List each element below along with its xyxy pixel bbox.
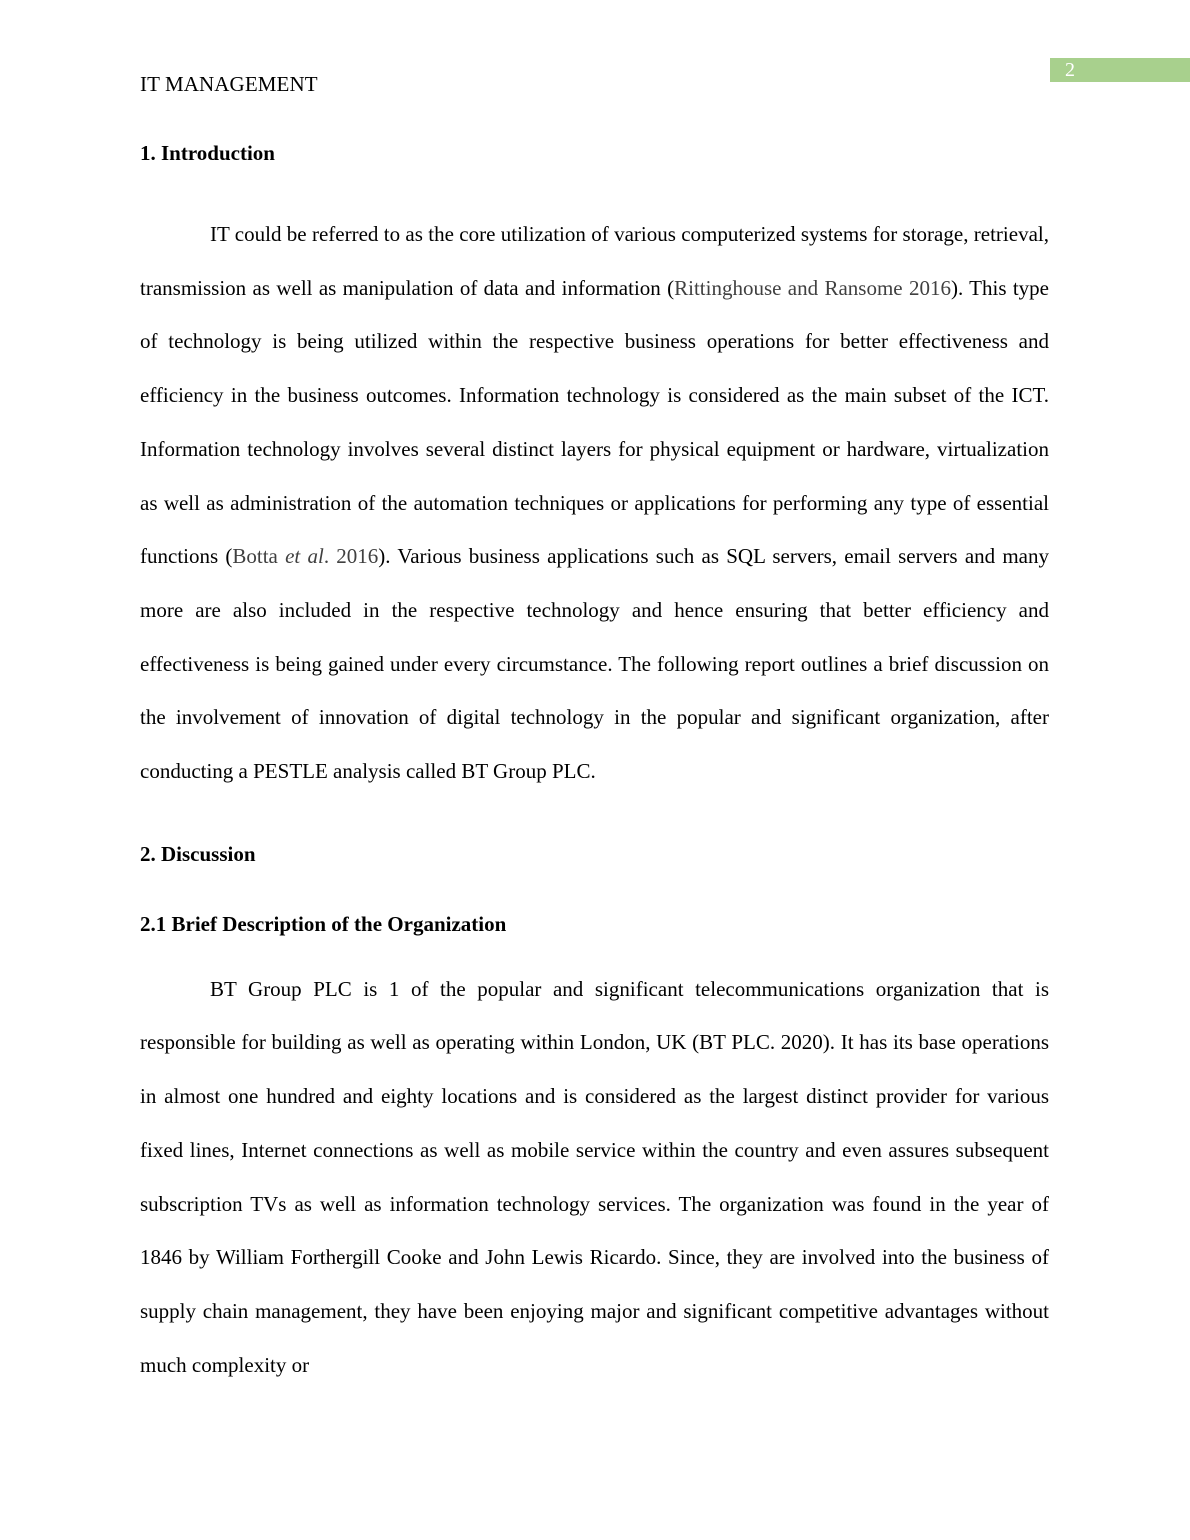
section-heading-introduction: 1. Introduction <box>140 141 275 165</box>
running-head: IT MANAGEMENT <box>140 72 318 96</box>
organization-paragraph: BT Group PLC is 1 of the popular and significant telecommunications organization that is responsible for building as well as operating within London, UK (BT PLC. 2020). It has its base operations in almost one hundred and eighty locations and is considered as the largest distinct provider for various fixed lines, Internet connections as well as mobile service within the country and even assures subsequent subscription TVs as well as information technology services. The organization was found in the year of 1846 by William Forthergill Cooke and John Lewis Ricardo. Since, they are involved into the business of supply chain management, they have been enjoying major and significant competitive advantages without much complexity or <box>140 976 1049 1377</box>
page-number-badge <box>1050 58 1190 82</box>
page-number: 2 <box>1065 59 1075 81</box>
citation-botta-year: . 2016 <box>323 544 379 569</box>
subsection-heading-organization: 2.1 Brief Description of the Organization <box>140 911 507 936</box>
intro-paragraph <box>140 208 1049 799</box>
intro-text-a: IT could be referred to as the core utilization of various computerized systems for storage, retrieval, transmission as well as manipulation of data and information ( <box>140 222 1049 300</box>
citation-rittinghouse: Rittinghouse and Ransome 2016 <box>674 275 951 300</box>
citation-botta-etal: et al <box>285 544 324 569</box>
document-body <box>140 138 1049 1392</box>
section-heading-discussion: 2. Discussion <box>140 841 256 866</box>
intro-text-c: ). Various business applications such as SQL servers, email servers and many more are also included in the respective technology and hence ensuring that better efficiency and effectiveness is being gained under every circumstance. The following report outlines a brief discussion on the involvement of innovation of digital technology in the popular and significant organization, after conducting a PESTLE analysis called BT Group PLC. <box>140 544 1050 784</box>
citation-botta-author: Botta <box>232 544 286 569</box>
intro-text-b: ). This type of technology is being utilized within the respective business operations for better effectiveness and efficiency in the business outcomes. Information technology is considered as the main subset of the ICT. Information technology involves several distinct layers for physical equipment or hardware, virtualization as well as administration of the automation techniques or applications for performing any type of essential functions ( <box>140 275 1049 569</box>
